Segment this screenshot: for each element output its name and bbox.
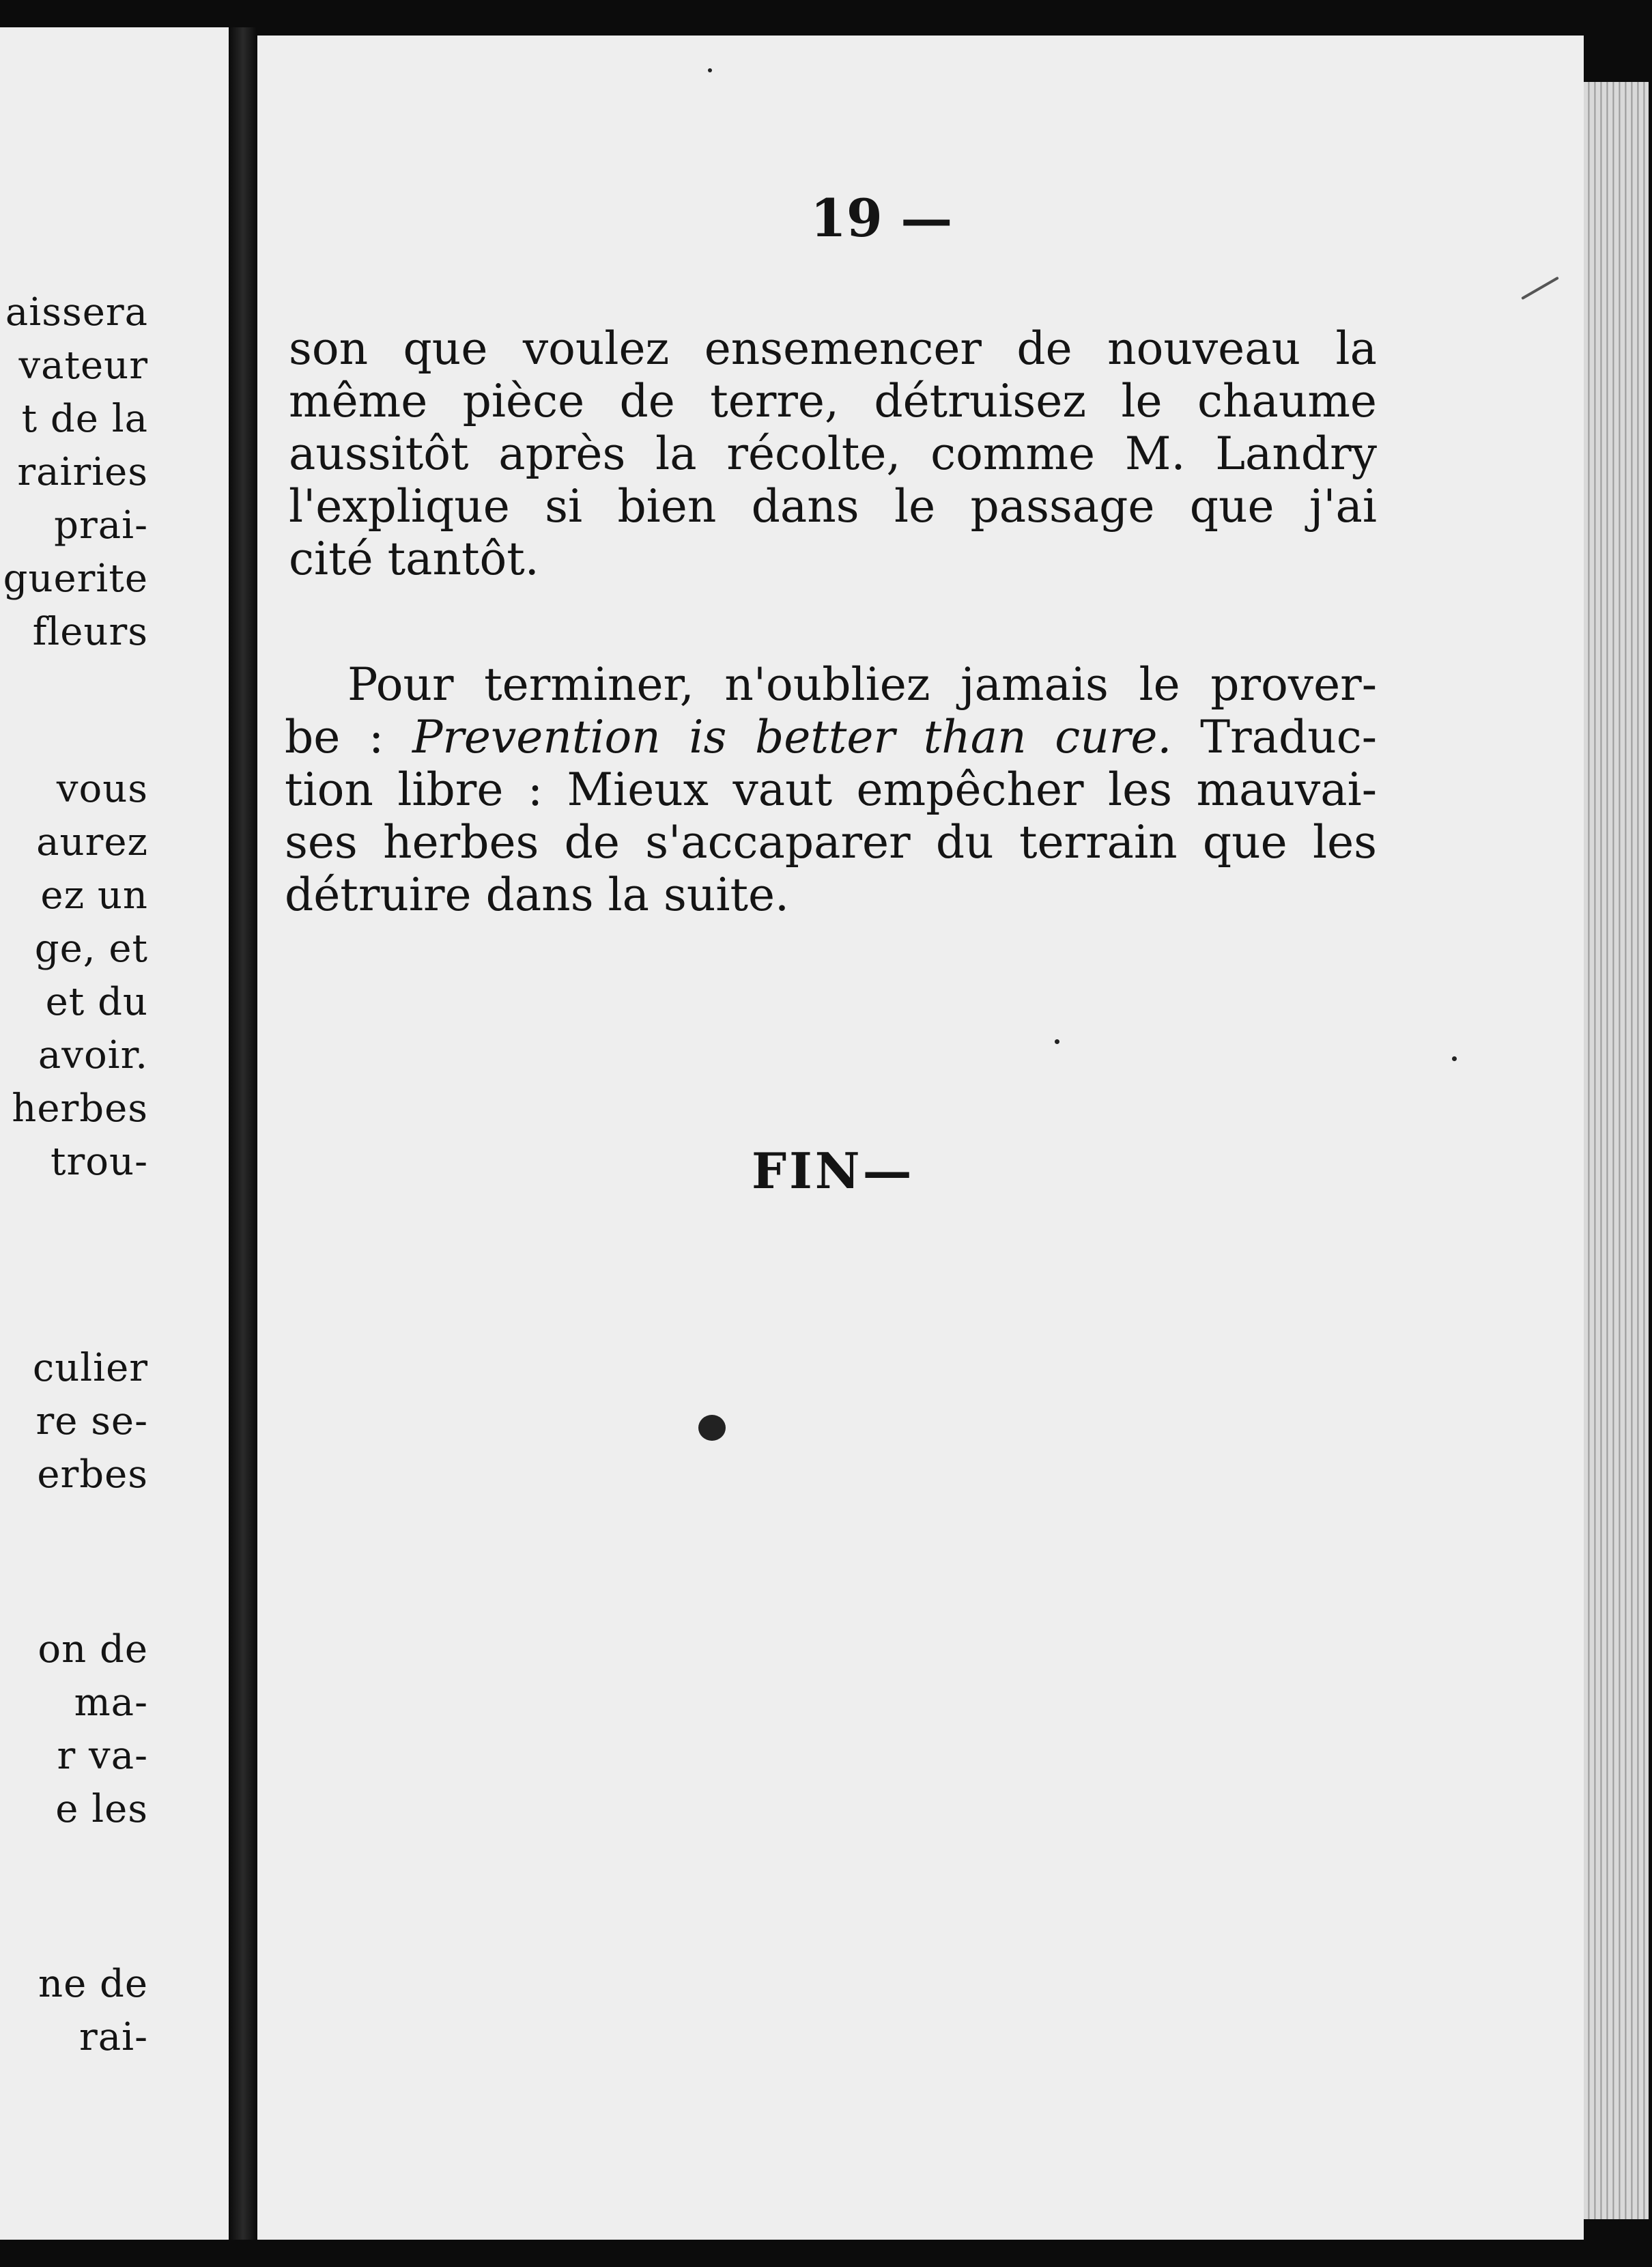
text-line: Pour terminer, n'oubliez jamais le prover- <box>347 658 1377 711</box>
left-text-line: avoir. <box>38 1033 148 1078</box>
left-text-line: prai- <box>54 503 148 548</box>
ink-spot <box>708 68 712 72</box>
left-text-line: e les <box>55 1787 148 1831</box>
paragraph-2 <box>285 658 1377 921</box>
italic-proverb: Prevention is better than cure. <box>412 711 1172 763</box>
left-text-line: r va- <box>57 1734 148 1778</box>
text-segment: Traduc- <box>1200 711 1378 763</box>
left-text-line: ge, et <box>34 927 148 971</box>
left-text-line: guerite <box>3 557 148 601</box>
left-text-line: aissera <box>5 290 148 335</box>
ink-spot <box>698 1415 726 1441</box>
paragraph-1 <box>289 322 1377 585</box>
text-segment: be : <box>285 711 384 763</box>
text-line-with-italic <box>285 711 1377 763</box>
ink-spot <box>1452 1056 1457 1061</box>
text-line: tion libre : Mieux vaut empêcher les mauvai- <box>285 763 1377 816</box>
left-text-line: rairies <box>17 450 148 494</box>
left-text-line: et du <box>45 980 148 1024</box>
text-line: cité tantôt. <box>289 533 539 585</box>
page-number: 19 — <box>810 188 953 249</box>
left-text-line: re se- <box>35 1399 148 1444</box>
left-text-line: vateur <box>18 343 148 388</box>
left-text-line: t de la <box>21 397 148 441</box>
previous-page-fragment <box>0 27 229 2240</box>
text-line: même pièce de terre, détruisez le chaume <box>289 375 1377 427</box>
ink-spot <box>1055 1039 1059 1044</box>
left-text-line: ma- <box>74 1680 148 1725</box>
left-text-line: ne de <box>38 1962 148 2006</box>
book-gutter <box>229 27 257 2240</box>
left-text-line: on de <box>38 1627 148 1672</box>
left-text-line: trou- <box>51 1140 148 1184</box>
left-text-line: erbes <box>37 1452 148 1497</box>
left-text-line: ez un <box>40 873 148 918</box>
text-line: l'explique si bien dans le passage que j'ai <box>289 480 1377 533</box>
text-line: détruire dans la suite. <box>285 869 790 921</box>
left-text-line: fleurs <box>32 610 148 654</box>
current-page <box>257 36 1584 2240</box>
left-text-line: vous <box>56 767 148 811</box>
page-edges <box>1584 82 1649 2219</box>
left-text-line: aurez <box>36 820 148 864</box>
text-line: son que voulez ensemencer de nouveau la <box>289 322 1377 375</box>
text-line: aussitôt après la récolte, comme M. Landry <box>289 427 1377 480</box>
left-text-line: culier <box>32 1346 148 1390</box>
end-mark: FIN— <box>752 1142 915 1200</box>
left-text-line: herbes <box>12 1086 148 1131</box>
text-line: ses herbes de s'accaparer du terrain que les <box>285 816 1377 869</box>
left-text-line: rai- <box>79 2015 148 2059</box>
